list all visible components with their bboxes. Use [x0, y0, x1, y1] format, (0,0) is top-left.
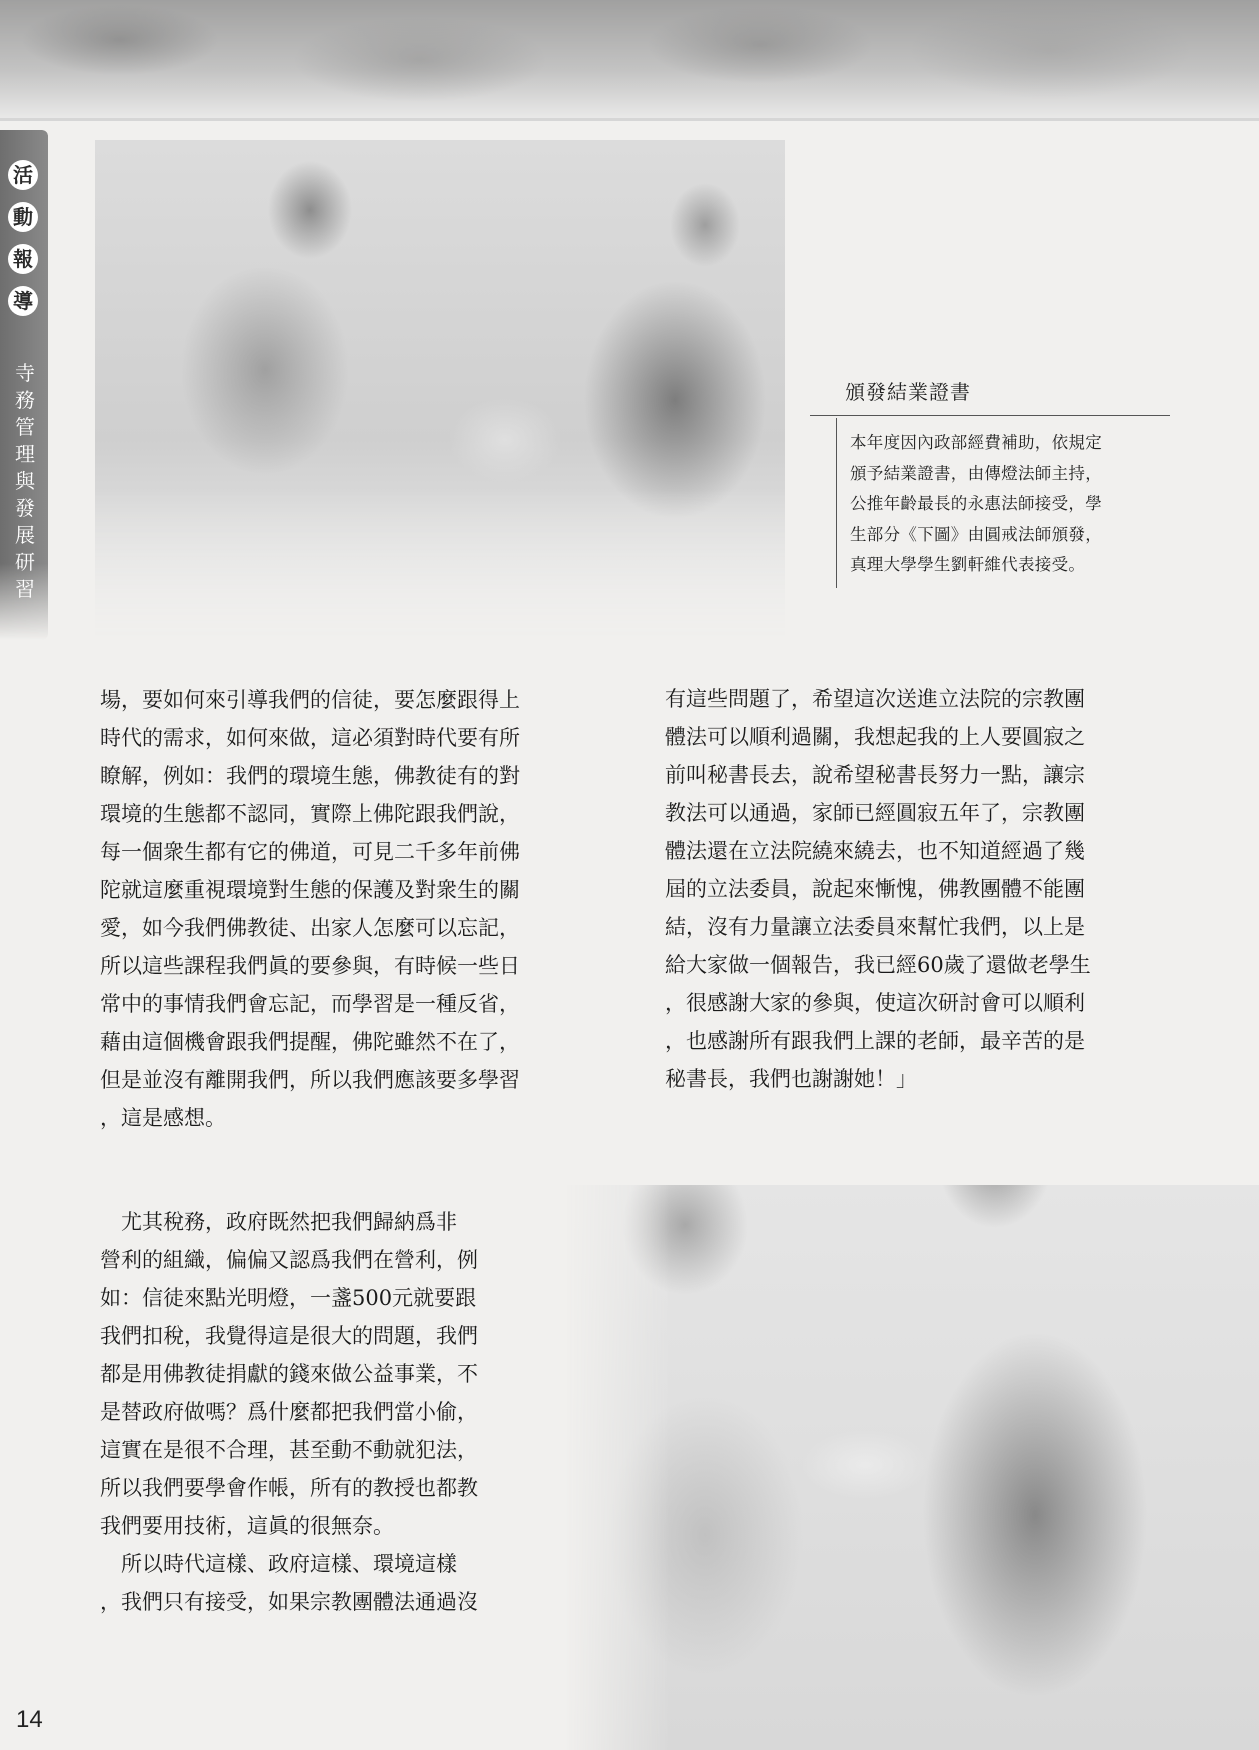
section-label-char: 報	[8, 244, 38, 274]
topic-label-char: 務	[15, 388, 35, 412]
body-line: ，這是感想。	[100, 1106, 226, 1130]
body-line: 尤其稅務，政府既然把我們歸納爲非	[100, 1210, 457, 1234]
body-line: 所以這些課程我們眞的要參與，有時候一些日	[100, 954, 520, 978]
caption-line: 真理大學學生劉軒維代表接受。	[850, 555, 1086, 574]
body-line: 前叫秘書長去，說希望秘書長努力一點，讓宗	[665, 763, 1085, 787]
body-line: 體法可以順利過關，我想起我的上人要圓寂之	[665, 725, 1085, 749]
body-line: 每一個衆生都有它的佛道，可見二千多年前佛	[100, 840, 520, 864]
body-column-right	[665, 680, 1185, 1098]
topic-label-char: 習	[15, 577, 35, 601]
body-line: 我們要用技術，這眞的很無奈。	[100, 1514, 394, 1538]
body-line: 環境的生態都不認同，實際上佛陀跟我們說，	[100, 802, 520, 826]
body-line: ，很感謝大家的參與，使這次研討會可以順利	[665, 991, 1085, 1015]
body-line: 都是用佛教徒捐獻的錢來做公益事業，不	[100, 1362, 478, 1386]
body-line: 教法可以通過，家師已經圓寂五年了，宗教團	[665, 801, 1085, 825]
section-label	[8, 160, 40, 328]
header-divider	[0, 118, 1259, 121]
body-line: 體法還在立法院繞來繞去，也不知道經過了幾	[665, 839, 1085, 863]
topic-label-char: 展	[15, 523, 35, 547]
body-line: 給大家做一個報告，我已經60歲了還做老學生	[665, 953, 1091, 977]
caption-body	[810, 428, 1170, 581]
body-line: 結，沒有力量讓立法委員來幫忙我們，以上是	[665, 915, 1085, 939]
topic-label-char: 理	[15, 442, 35, 466]
caption-rule	[836, 418, 837, 588]
body-column-left	[100, 681, 600, 1137]
header-banner-photo	[0, 0, 1259, 118]
body-line: 所以時代這樣、政府這樣、環境這樣	[100, 1552, 457, 1576]
caption-title: 頒發結業證書	[810, 376, 1170, 416]
caption-line: 本年度因內政部經費補助，依規定	[850, 433, 1102, 452]
body-line: 營利的組織，偏偏又認爲我們在營利，例	[100, 1248, 478, 1272]
caption-line: 頒予結業證書，由傳燈法師主持，	[850, 463, 1102, 483]
body-line: 場，要如何來引導我們的信徒，要怎麼跟得上	[100, 688, 520, 712]
body-line: ，我們只有接受，如果宗教團體法通過沒	[100, 1590, 478, 1614]
topic-label-char: 管	[15, 415, 35, 439]
body-line: 我們扣稅，我覺得這是很大的問題，我們	[100, 1324, 478, 1348]
body-line: 秘書長，我們也謝謝她！」	[665, 1067, 917, 1091]
body-line: 常中的事情我們會忘記，而學習是一種反省，	[100, 992, 520, 1016]
caption-line: 生部分《下圖》由圓戒法師頒發，	[850, 524, 1102, 544]
body-line: 有這些問題了，希望這次送進立法院的宗教團	[665, 687, 1085, 711]
body-line: 如：信徒來點光明燈，一盞500元就要跟	[100, 1286, 477, 1310]
body-line: 時代的需求，如何來做，這必須對時代要有所	[100, 726, 520, 750]
body-line: 這實在是很不合理，甚至動不動就犯法，	[100, 1438, 478, 1462]
photo-caption	[810, 376, 1170, 581]
caption-line: 公推年齡最長的永惠法師接受，學	[850, 494, 1102, 513]
body-column-left-lower	[100, 1203, 570, 1621]
topic-label	[10, 360, 40, 603]
section-label-char: 導	[8, 286, 38, 316]
topic-label-char: 與	[15, 469, 35, 493]
body-line: 但是並沒有離開我們，所以我們應該要多學習	[100, 1068, 520, 1092]
certificate-ceremony-photo-top	[95, 140, 785, 640]
body-line: 瞭解，例如：我們的環境生態，佛教徒有的對	[100, 764, 520, 788]
section-label-char: 活	[8, 160, 38, 190]
certificate-ceremony-photo-bottom	[565, 1185, 1259, 1750]
page-number: 14	[16, 1706, 43, 1733]
topic-label-char: 研	[15, 550, 35, 574]
body-line: 陀就這麼重視環境對生態的保護及對衆生的關	[100, 878, 520, 902]
body-line: 所以我們要學會作帳，所有的教授也都教	[100, 1476, 478, 1500]
section-label-char: 動	[8, 202, 38, 232]
body-line: ，也感謝所有跟我們上課的老師，最辛苦的是	[665, 1029, 1085, 1053]
topic-label-char: 發	[15, 496, 35, 520]
body-line: 藉由這個機會跟我們提醒，佛陀雖然不在了，	[100, 1030, 520, 1054]
body-line: 愛，如今我們佛教徒、出家人怎麼可以忘記，	[100, 916, 520, 940]
body-line: 是替政府做嗎？爲什麼都把我們當小偷，	[100, 1400, 478, 1424]
topic-label-char: 寺	[15, 361, 35, 385]
body-line: 屆的立法委員，說起來慚愧，佛教團體不能團	[665, 877, 1085, 901]
